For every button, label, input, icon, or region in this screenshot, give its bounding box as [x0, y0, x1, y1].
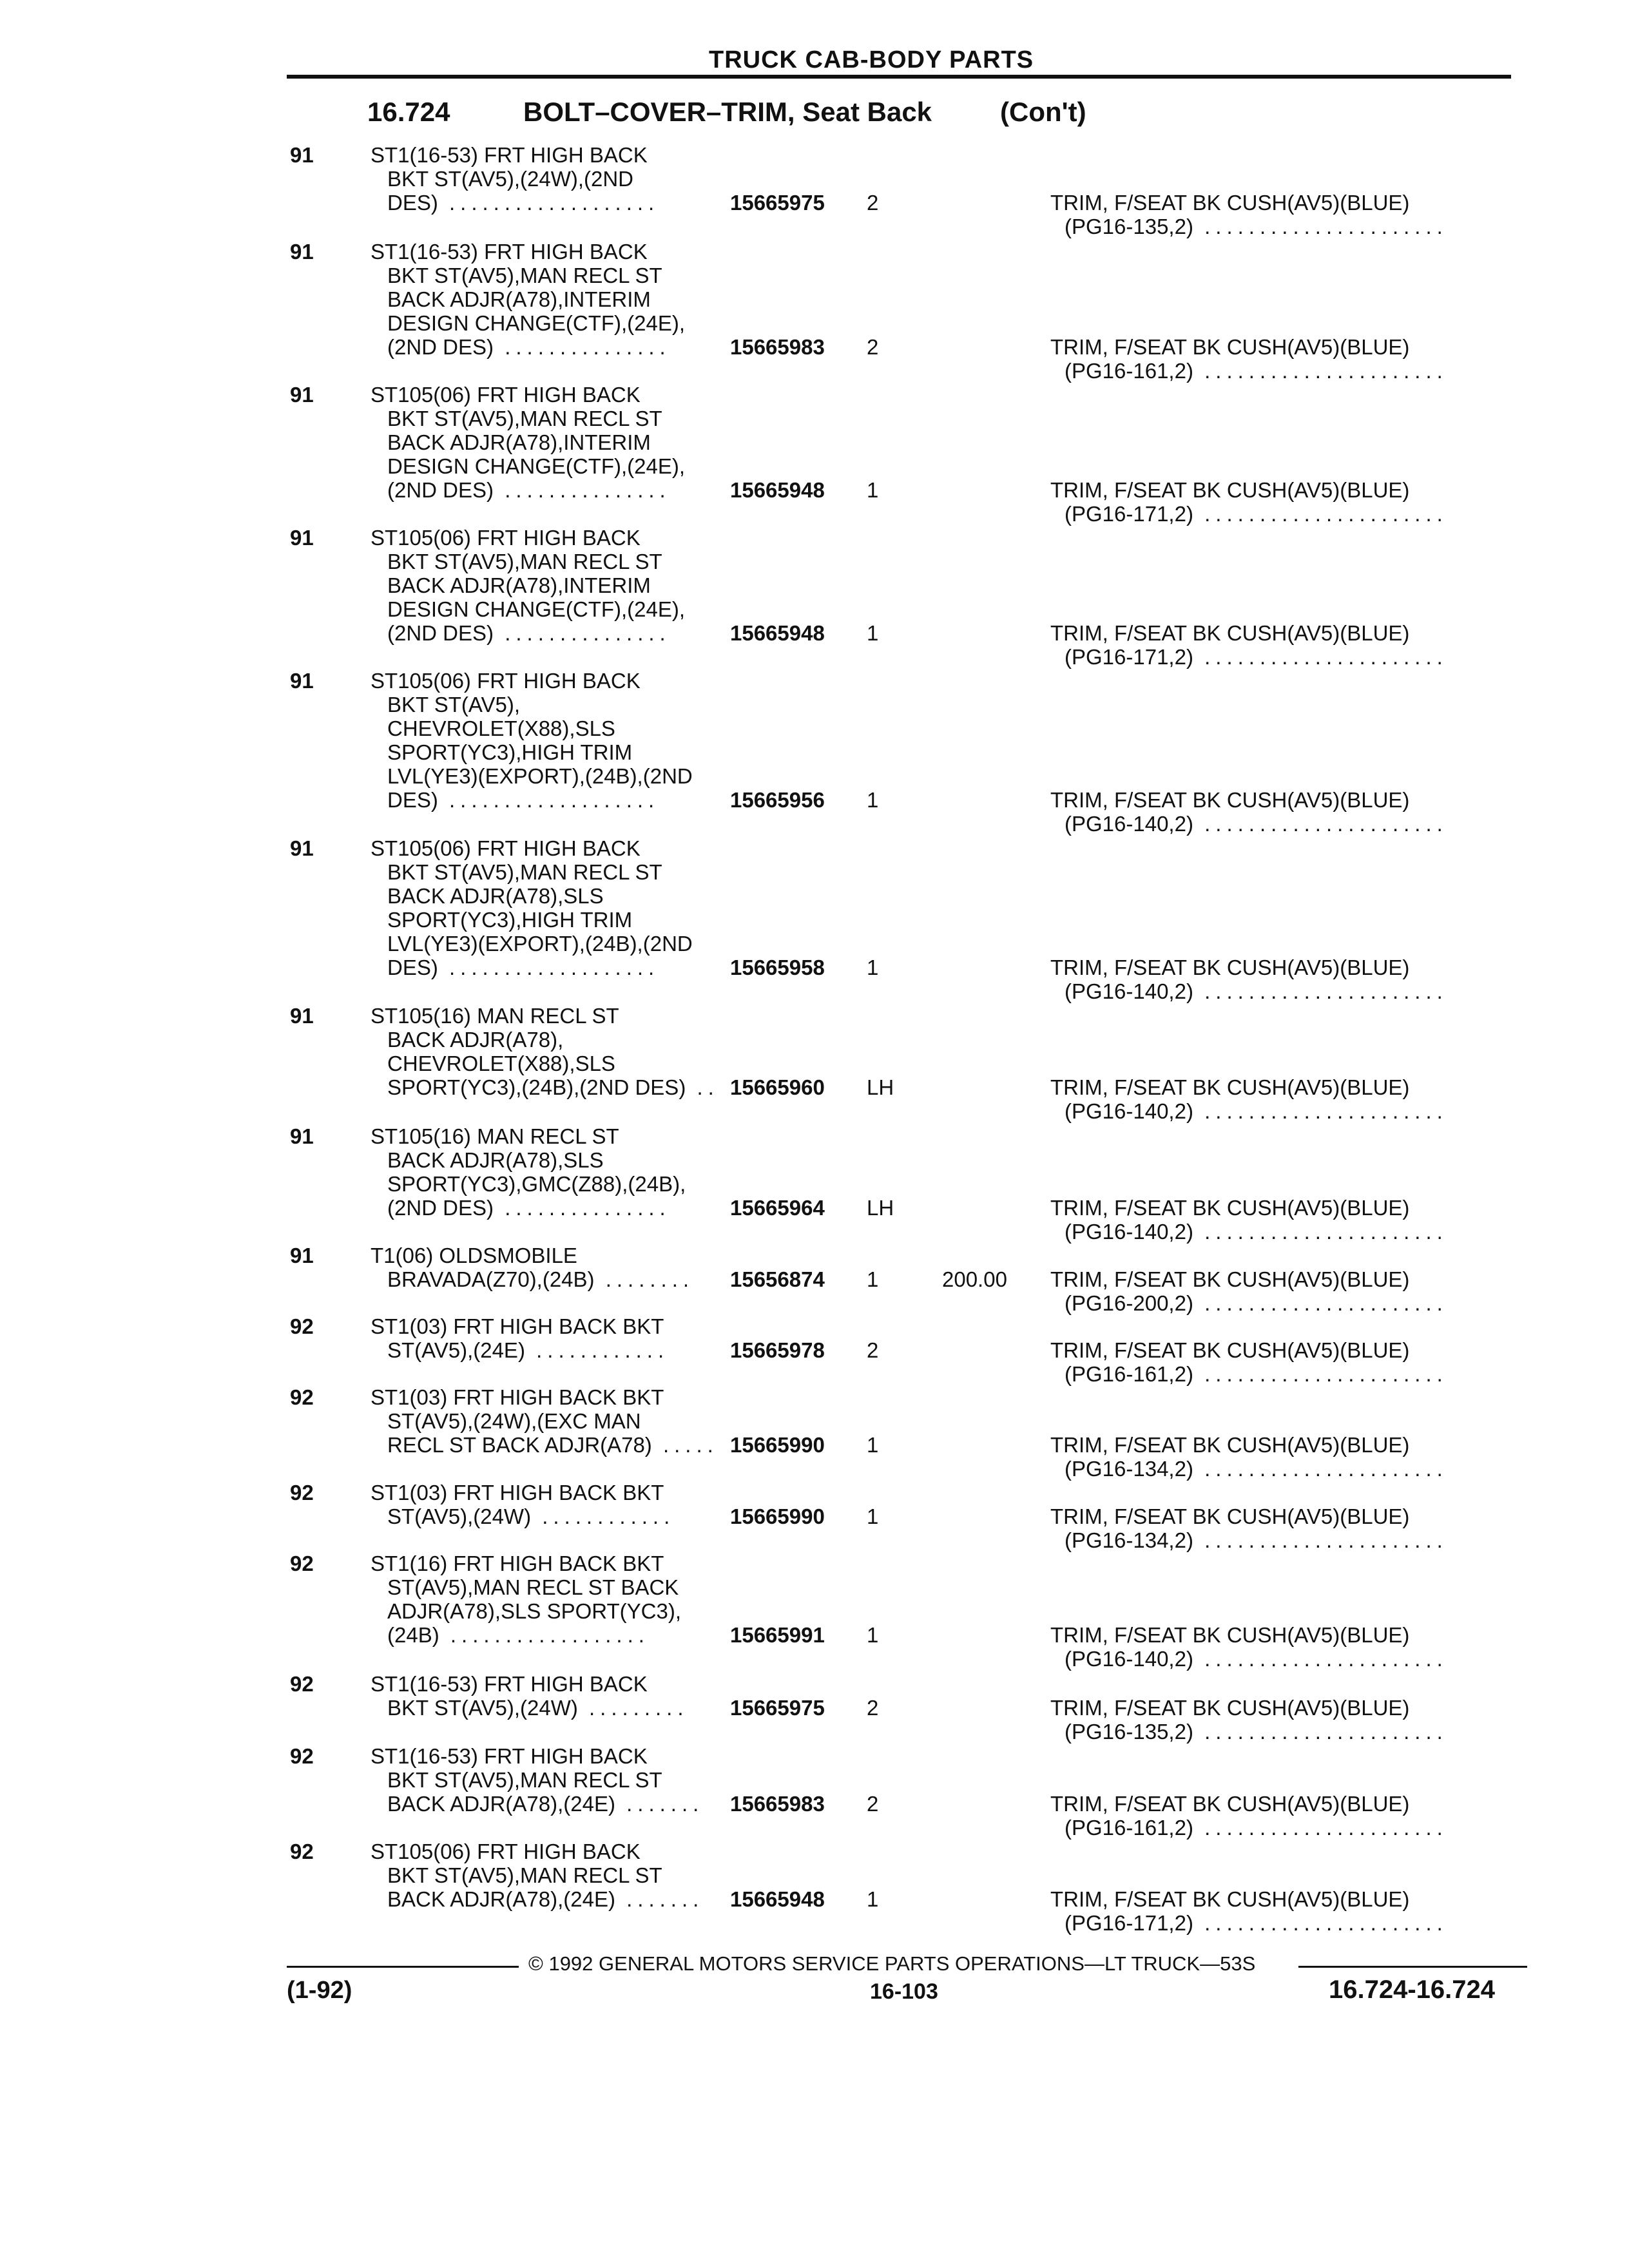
- leader-dots: ......................: [1193, 1911, 1448, 1935]
- description-text: BACK ADJR(A78),(24E): [387, 1792, 615, 1816]
- section-number: 16.724: [367, 97, 450, 127]
- leader-dots: ......................: [1193, 1457, 1448, 1481]
- description-text: BKT ST(AV5),MAN RECL ST: [387, 264, 662, 287]
- description-text: ST(AV5),(24W),(EXC MAN: [387, 1409, 641, 1433]
- description-line: [371, 240, 731, 264]
- description-line: [371, 693, 731, 716]
- description-line: [371, 1504, 731, 1528]
- description-text: DESIGN CHANGE(CTF),(24E),: [387, 597, 686, 621]
- trim-reference: [1050, 1433, 1448, 1481]
- trim-description: TRIM, F/SEAT BK CUSH(AV5)(BLUE): [1050, 788, 1410, 812]
- item-description: [371, 1004, 731, 1099]
- description-line: [371, 764, 731, 788]
- page-reference: (PG16-161,2): [1065, 1816, 1193, 1840]
- description-line: [371, 716, 731, 740]
- description-line: [371, 669, 731, 693]
- description-text: ST105(16) MAN RECL ST: [371, 1004, 619, 1028]
- page-reference-line: [1050, 1099, 1448, 1123]
- page-reference-line: [1050, 812, 1448, 836]
- page-reference-line: [1050, 1720, 1448, 1744]
- description-text: DESIGN CHANGE(CTF),(24E),: [387, 454, 686, 478]
- description-text: ST(AV5),(24E): [387, 1338, 525, 1362]
- quantity: 1: [867, 478, 879, 502]
- page-reference: (PG16-140,2): [1065, 812, 1193, 836]
- part-number: 15665956: [730, 788, 825, 812]
- item-description: [371, 1314, 731, 1362]
- description-line: [371, 932, 731, 956]
- trim-description: TRIM, F/SEAT BK CUSH(AV5)(BLUE): [1050, 1792, 1410, 1816]
- description-line: [371, 1672, 731, 1696]
- leader-dots: ............: [531, 1504, 675, 1528]
- item-description: [371, 1124, 731, 1220]
- leader-dots: ......................: [1193, 645, 1448, 669]
- part-number: 15665983: [730, 1792, 825, 1816]
- item-number: 92: [290, 1314, 314, 1338]
- description-text: SPORT(YC3),HIGH TRIM: [387, 908, 633, 932]
- description-text: DES): [387, 956, 438, 979]
- trim-description: TRIM, F/SEAT BK CUSH(AV5)(BLUE): [1050, 1267, 1410, 1291]
- trim-reference: [1050, 788, 1448, 836]
- page-reference-line: [1050, 1911, 1448, 1935]
- item-description: [371, 1840, 731, 1911]
- description-text: SPORT(YC3),GMC(Z88),(24B),: [387, 1172, 686, 1196]
- description-line: [371, 597, 731, 621]
- description-line: [371, 454, 731, 478]
- quantity: 1: [867, 1267, 879, 1291]
- item-description: [371, 1552, 731, 1647]
- item-number: 91: [290, 669, 314, 693]
- description-text: DES): [387, 788, 438, 812]
- trim-description: TRIM, F/SEAT BK CUSH(AV5)(BLUE): [1050, 621, 1410, 645]
- trim-description: TRIM, F/SEAT BK CUSH(AV5)(BLUE): [1050, 1623, 1410, 1647]
- item-description: [371, 526, 731, 645]
- item-description: [371, 669, 731, 812]
- part-number: 15665948: [730, 621, 825, 645]
- page-reference: (PG16-135,2): [1065, 1720, 1193, 1744]
- trim-reference: [1050, 1792, 1448, 1840]
- description-text: RECL ST BACK ADJR(A78): [387, 1433, 652, 1457]
- description-text: ST(AV5),MAN RECL ST BACK: [387, 1575, 679, 1599]
- trim-reference: [1050, 1504, 1448, 1552]
- quantity: 2: [867, 1696, 879, 1720]
- description-line: [371, 1075, 731, 1099]
- description-text: ST105(06) FRT HIGH BACK: [371, 383, 641, 407]
- trim-reference: [1050, 1887, 1448, 1935]
- leader-dots: ......................: [1193, 1647, 1448, 1671]
- trim-description: TRIM, F/SEAT BK CUSH(AV5)(BLUE): [1050, 956, 1410, 979]
- part-number: 15665978: [730, 1338, 825, 1362]
- description-line: [371, 1004, 731, 1028]
- description-line: [371, 1385, 731, 1409]
- leader-dots: ......................: [1193, 1220, 1448, 1244]
- trim-reference: [1050, 1696, 1448, 1744]
- leader-dots: .......: [615, 1792, 704, 1816]
- page-reference-line: [1050, 1647, 1448, 1671]
- description-text: BKT ST(AV5),MAN RECL ST: [387, 860, 662, 884]
- description-line: [371, 1599, 731, 1623]
- description-text: BKT ST(AV5),MAN RECL ST: [387, 550, 662, 573]
- item-description: [371, 383, 731, 502]
- description-line: [371, 287, 731, 311]
- item-number: 91: [290, 143, 314, 167]
- description-text: (24B): [387, 1623, 439, 1647]
- part-number: 15665983: [730, 335, 825, 359]
- page-reference: (PG16-171,2): [1065, 1911, 1193, 1935]
- footer-rule-right: [1298, 1966, 1527, 1968]
- description-line: [371, 1744, 731, 1768]
- description-line: [371, 383, 731, 407]
- description-line: [371, 1244, 731, 1267]
- description-text: ST1(03) FRT HIGH BACK BKT: [371, 1314, 664, 1338]
- leader-dots: ......................: [1193, 1362, 1448, 1386]
- item-number: 91: [290, 526, 314, 550]
- description-line: [371, 1148, 731, 1172]
- description-text: ST105(06) FRT HIGH BACK: [371, 1840, 641, 1863]
- leader-dots: ......................: [1193, 979, 1448, 1003]
- trim-reference: [1050, 478, 1448, 526]
- page-reference: (PG16-161,2): [1065, 359, 1193, 383]
- leader-dots: ......................: [1193, 215, 1448, 238]
- description-text: ST105(16) MAN RECL ST: [371, 1124, 619, 1148]
- description-line: [371, 740, 731, 764]
- trim-reference: [1050, 191, 1448, 238]
- description-text: BACK ADJR(A78),SLS: [387, 884, 604, 908]
- leader-dots: ......................: [1193, 1291, 1448, 1315]
- footer-section-range: 16.724-16.724: [1329, 1975, 1496, 2004]
- description-text: ST1(03) FRT HIGH BACK BKT: [371, 1385, 664, 1409]
- trim-description: TRIM, F/SEAT BK CUSH(AV5)(BLUE): [1050, 1433, 1410, 1457]
- description-line: [371, 836, 731, 860]
- part-number: 15665991: [730, 1623, 825, 1647]
- description-line: [371, 1696, 731, 1720]
- quantity: 1: [867, 1504, 879, 1528]
- description-line: [371, 1552, 731, 1575]
- description-text: CHEVROLET(X88),SLS: [387, 1052, 615, 1075]
- description-line: [371, 430, 731, 454]
- description-text: BKT ST(AV5),MAN RECL ST: [387, 407, 662, 430]
- description-text: ADJR(A78),SLS SPORT(YC3),: [387, 1599, 682, 1623]
- description-text: T1(06) OLDSMOBILE: [371, 1244, 577, 1267]
- description-line: [371, 1623, 731, 1647]
- description-line: [371, 884, 731, 908]
- description-line: [371, 1196, 731, 1220]
- part-number: 15656874: [730, 1267, 825, 1291]
- description-text: BKT ST(AV5),(24W): [387, 1696, 578, 1720]
- description-text: ST105(06) FRT HIGH BACK: [371, 836, 641, 860]
- item-number: 92: [290, 1744, 314, 1768]
- quantity: 2: [867, 191, 879, 215]
- section-continued: (Con't): [1000, 97, 1086, 127]
- description-line: [371, 1124, 731, 1148]
- page-reference: (PG16-134,2): [1065, 1528, 1193, 1552]
- description-text: ST1(16-53) FRT HIGH BACK: [371, 1672, 648, 1696]
- trim-description: TRIM, F/SEAT BK CUSH(AV5)(BLUE): [1050, 335, 1410, 359]
- page-reference: (PG16-140,2): [1065, 1220, 1193, 1244]
- part-number: 15665964: [730, 1196, 825, 1220]
- description-line: [371, 311, 731, 335]
- description-line: [371, 191, 731, 215]
- trim-description: TRIM, F/SEAT BK CUSH(AV5)(BLUE): [1050, 191, 1410, 215]
- page-reference-line: [1050, 979, 1448, 1003]
- description-text: SPORT(YC3),HIGH TRIM: [387, 740, 633, 764]
- description-line: [371, 478, 731, 502]
- part-number: 15665948: [730, 478, 825, 502]
- leader-dots: ......................: [1193, 1099, 1448, 1123]
- item-number: 91: [290, 1244, 314, 1267]
- description-line: [371, 264, 731, 287]
- page-reference: (PG16-171,2): [1065, 502, 1193, 526]
- part-number: 15665990: [730, 1433, 825, 1457]
- leader-dots: ...............: [494, 1196, 671, 1220]
- description-text: DES): [387, 191, 438, 215]
- leader-dots: ......................: [1193, 502, 1448, 526]
- leader-dots: ...............: [494, 621, 671, 645]
- item-description: [371, 1672, 731, 1720]
- leader-dots: .........: [577, 1696, 689, 1720]
- trim-description: TRIM, F/SEAT BK CUSH(AV5)(BLUE): [1050, 1196, 1410, 1220]
- description-text: (2ND DES): [387, 1196, 494, 1220]
- quantity: 2: [867, 1338, 879, 1362]
- trim-description: TRIM, F/SEAT BK CUSH(AV5)(BLUE): [1050, 1075, 1410, 1099]
- description-line: [371, 1863, 731, 1887]
- item-description: [371, 836, 731, 979]
- leader-dots: ........: [594, 1267, 695, 1291]
- description-line: [371, 860, 731, 884]
- description-line: [371, 1338, 731, 1362]
- page-reference: (PG16-161,2): [1065, 1362, 1193, 1386]
- leader-dots: .....: [651, 1433, 718, 1457]
- part-number: 15665948: [730, 1887, 825, 1911]
- leader-dots: .......: [615, 1887, 704, 1911]
- page-reference-line: [1050, 1291, 1448, 1315]
- description-line: [371, 1172, 731, 1196]
- description-line: [371, 407, 731, 430]
- description-text: ST105(06) FRT HIGH BACK: [371, 526, 641, 550]
- item-description: [371, 1244, 731, 1291]
- quantity: LH: [867, 1075, 894, 1099]
- quantity: 2: [867, 335, 879, 359]
- page-reference: (PG16-135,2): [1065, 215, 1193, 238]
- page-header-title: TRUCK CAB-BODY PARTS: [709, 46, 1034, 73]
- description-text: BKT ST(AV5),: [387, 693, 520, 716]
- trim-description: TRIM, F/SEAT BK CUSH(AV5)(BLUE): [1050, 1696, 1410, 1720]
- description-line: [371, 573, 731, 597]
- page-reference: (PG16-140,2): [1065, 1647, 1193, 1671]
- leader-dots: ...............: [494, 335, 671, 359]
- trim-reference: [1050, 956, 1448, 1003]
- page-reference-line: [1050, 1816, 1448, 1840]
- part-number: 15665975: [730, 191, 825, 215]
- leader-dots: ...................: [438, 788, 660, 812]
- description-line: [371, 956, 731, 979]
- description-text: DESIGN CHANGE(CTF),(24E),: [387, 311, 686, 335]
- trim-reference: [1050, 1075, 1448, 1123]
- quantity: 1: [867, 1433, 879, 1457]
- trim-reference: [1050, 1267, 1448, 1315]
- description-text: BRAVADA(Z70),(24B): [387, 1267, 595, 1291]
- page-reference: (PG16-140,2): [1065, 979, 1193, 1003]
- item-number: 91: [290, 1124, 314, 1148]
- item-description: [371, 1744, 731, 1816]
- item-number: 91: [290, 240, 314, 264]
- trim-reference: [1050, 621, 1448, 669]
- description-text: ST1(03) FRT HIGH BACK BKT: [371, 1481, 664, 1504]
- description-line: [371, 1314, 731, 1338]
- description-line: [371, 526, 731, 550]
- description-text: ST1(16) FRT HIGH BACK BKT: [371, 1552, 664, 1575]
- description-line: [371, 1267, 731, 1291]
- footer-page-number: 16-103: [870, 1979, 938, 2004]
- section-title: BOLT–COVER–TRIM, Seat Back: [523, 97, 932, 127]
- item-number: 91: [290, 836, 314, 860]
- trim-reference: [1050, 1623, 1448, 1671]
- page-reference: (PG16-171,2): [1065, 645, 1193, 669]
- description-text: LVL(YE3)(EXPORT),(24B),(2ND: [387, 764, 693, 788]
- description-line: [371, 1575, 731, 1599]
- trim-description: TRIM, F/SEAT BK CUSH(AV5)(BLUE): [1050, 1887, 1410, 1911]
- description-text: CHEVROLET(X88),SLS: [387, 716, 615, 740]
- description-text: BACK ADJR(A78),INTERIM: [387, 430, 651, 454]
- price: 200.00: [942, 1267, 1007, 1291]
- quantity: 1: [867, 1887, 879, 1911]
- description-line: [371, 1481, 731, 1504]
- page-reference-line: [1050, 645, 1448, 669]
- trim-reference: [1050, 335, 1448, 383]
- footer-revision: (1-92): [287, 1977, 352, 2004]
- leader-dots: ......................: [1193, 1816, 1448, 1840]
- description-text: ST1(16-53) FRT HIGH BACK: [371, 240, 648, 264]
- description-line: [371, 788, 731, 812]
- description-line: [371, 1028, 731, 1052]
- description-line: [371, 143, 731, 167]
- description-text: BACK ADJR(A78),(24E): [387, 1887, 615, 1911]
- description-text: BACK ADJR(A78),INTERIM: [387, 573, 651, 597]
- description-text: LVL(YE3)(EXPORT),(24B),(2ND: [387, 932, 693, 956]
- leader-dots: ......................: [1193, 812, 1448, 836]
- description-text: ST1(16-53) FRT HIGH BACK: [371, 143, 648, 167]
- leader-dots: ...................: [438, 191, 660, 215]
- quantity: 1: [867, 621, 879, 645]
- description-line: [371, 1052, 731, 1075]
- leader-dots: ...............: [494, 478, 671, 502]
- page-reference-line: [1050, 502, 1448, 526]
- description-line: [371, 550, 731, 573]
- description-line: [371, 1887, 731, 1911]
- leader-dots: ..................: [439, 1623, 650, 1647]
- quantity: 1: [867, 1623, 879, 1647]
- description-line: [371, 335, 731, 359]
- trim-description: TRIM, F/SEAT BK CUSH(AV5)(BLUE): [1050, 1338, 1410, 1362]
- description-line: [371, 1433, 731, 1457]
- page-reference: (PG16-200,2): [1065, 1291, 1193, 1315]
- page-reference: (PG16-140,2): [1065, 1099, 1193, 1123]
- description-line: [371, 908, 731, 932]
- trim-reference: [1050, 1338, 1448, 1386]
- description-line: [371, 1768, 731, 1792]
- description-text: BACK ADJR(A78),INTERIM: [387, 287, 651, 311]
- leader-dots: ..: [686, 1075, 719, 1099]
- item-description: [371, 143, 731, 215]
- page-reference-line: [1050, 1457, 1448, 1481]
- description-line: [371, 167, 731, 191]
- leader-dots: ......................: [1193, 1528, 1448, 1552]
- item-description: [371, 1481, 731, 1528]
- leader-dots: ...................: [438, 956, 660, 979]
- part-number: 15665958: [730, 956, 825, 979]
- description-text: BKT ST(AV5),MAN RECL ST: [387, 1768, 662, 1792]
- item-number: 92: [290, 1840, 314, 1863]
- leader-dots: ......................: [1193, 1720, 1448, 1744]
- page-reference-line: [1050, 215, 1448, 238]
- item-number: 92: [290, 1672, 314, 1696]
- description-text: (2ND DES): [387, 335, 494, 359]
- description-text: ST(AV5),(24W): [387, 1504, 532, 1528]
- page-reference-line: [1050, 359, 1448, 383]
- footer-copyright: © 1992 GENERAL MOTORS SERVICE PARTS OPERATIONS—LT TRUCK—53S: [528, 1952, 1256, 1975]
- description-line: [371, 621, 731, 645]
- page-reference: (PG16-134,2): [1065, 1457, 1193, 1481]
- description-line: [371, 1409, 731, 1433]
- item-number: 92: [290, 1481, 314, 1504]
- description-text: ST105(06) FRT HIGH BACK: [371, 669, 641, 693]
- description-line: [371, 1792, 731, 1816]
- description-text: SPORT(YC3),(24B),(2ND DES): [387, 1075, 686, 1099]
- page-reference-line: [1050, 1220, 1448, 1244]
- trim-reference: [1050, 1196, 1448, 1244]
- trim-description: TRIM, F/SEAT BK CUSH(AV5)(BLUE): [1050, 478, 1410, 502]
- description-text: (2ND DES): [387, 621, 494, 645]
- description-text: BACK ADJR(A78),SLS: [387, 1148, 604, 1172]
- part-number: 15665960: [730, 1075, 825, 1099]
- part-number: 15665975: [730, 1696, 825, 1720]
- quantity: 1: [867, 788, 879, 812]
- description-text: ST1(16-53) FRT HIGH BACK: [371, 1744, 648, 1768]
- description-text: BKT ST(AV5),(24W),(2ND: [387, 167, 633, 191]
- item-number: 91: [290, 383, 314, 407]
- leader-dots: ......................: [1193, 359, 1448, 383]
- trim-description: TRIM, F/SEAT BK CUSH(AV5)(BLUE): [1050, 1504, 1410, 1528]
- quantity: 1: [867, 956, 879, 979]
- item-number: 91: [290, 1004, 314, 1028]
- footer-rule-left: [287, 1966, 519, 1968]
- item-number: 92: [290, 1552, 314, 1575]
- leader-dots: ............: [525, 1338, 670, 1362]
- item-description: [371, 1385, 731, 1457]
- description-text: (2ND DES): [387, 478, 494, 502]
- quantity: 2: [867, 1792, 879, 1816]
- part-number: 15665990: [730, 1504, 825, 1528]
- description-line: [371, 1840, 731, 1863]
- item-description: [371, 240, 731, 359]
- description-text: BACK ADJR(A78),: [387, 1028, 564, 1052]
- page-reference-line: [1050, 1362, 1448, 1386]
- item-number: 92: [290, 1385, 314, 1409]
- page-reference-line: [1050, 1528, 1448, 1552]
- quantity: LH: [867, 1196, 894, 1220]
- description-text: BKT ST(AV5),MAN RECL ST: [387, 1863, 662, 1887]
